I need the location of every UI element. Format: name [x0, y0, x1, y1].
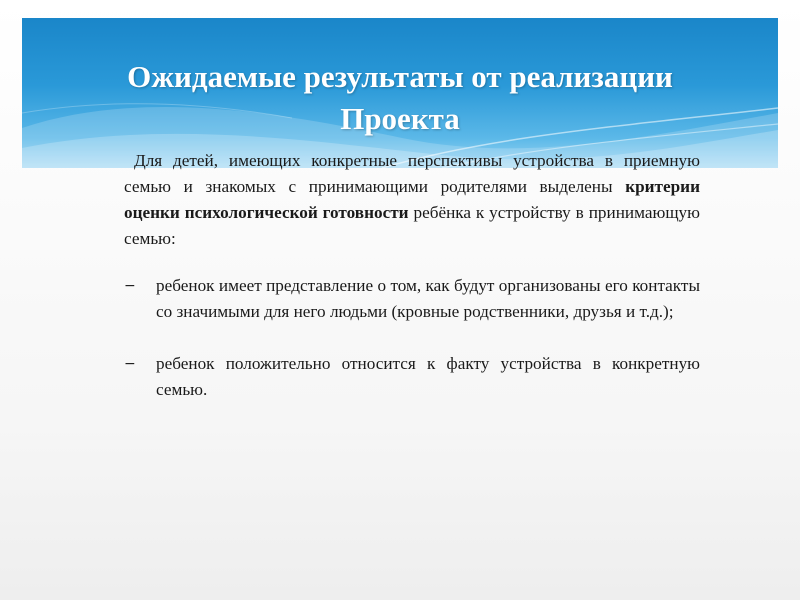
slide-content — [124, 148, 700, 429]
criteria-list — [124, 273, 700, 403]
title-banner — [22, 18, 778, 168]
list-item-text: ребенок имеет представление о том, как будут организованы его контакты со значимыми для него людьми (кровные родственники, друзья и т.д.); — [156, 276, 700, 321]
slide-title-line2: Проекта — [340, 101, 460, 136]
list-item — [124, 351, 700, 403]
list-item — [124, 273, 700, 325]
dash-bullet-icon: − — [124, 278, 136, 294]
intro-text-part1: Для детей, имеющих конкретные перспективы устройства в приемную семью и знакомых с принимающими родителями выделены — [124, 151, 700, 196]
intro-paragraph — [124, 148, 700, 252]
list-item-text: ребенок положительно относится к факту устройства в конкретную семью. — [156, 354, 700, 399]
intro-text-part2: ребёнка к устройству в принимающую семью: — [124, 203, 700, 248]
intro-text-bold: критерии оценки психологической готовности — [124, 177, 700, 222]
slide-title — [22, 56, 778, 140]
dash-bullet-icon: − — [124, 356, 136, 372]
slide-title-line1: Ожидаемые результаты от реализации — [127, 59, 673, 94]
